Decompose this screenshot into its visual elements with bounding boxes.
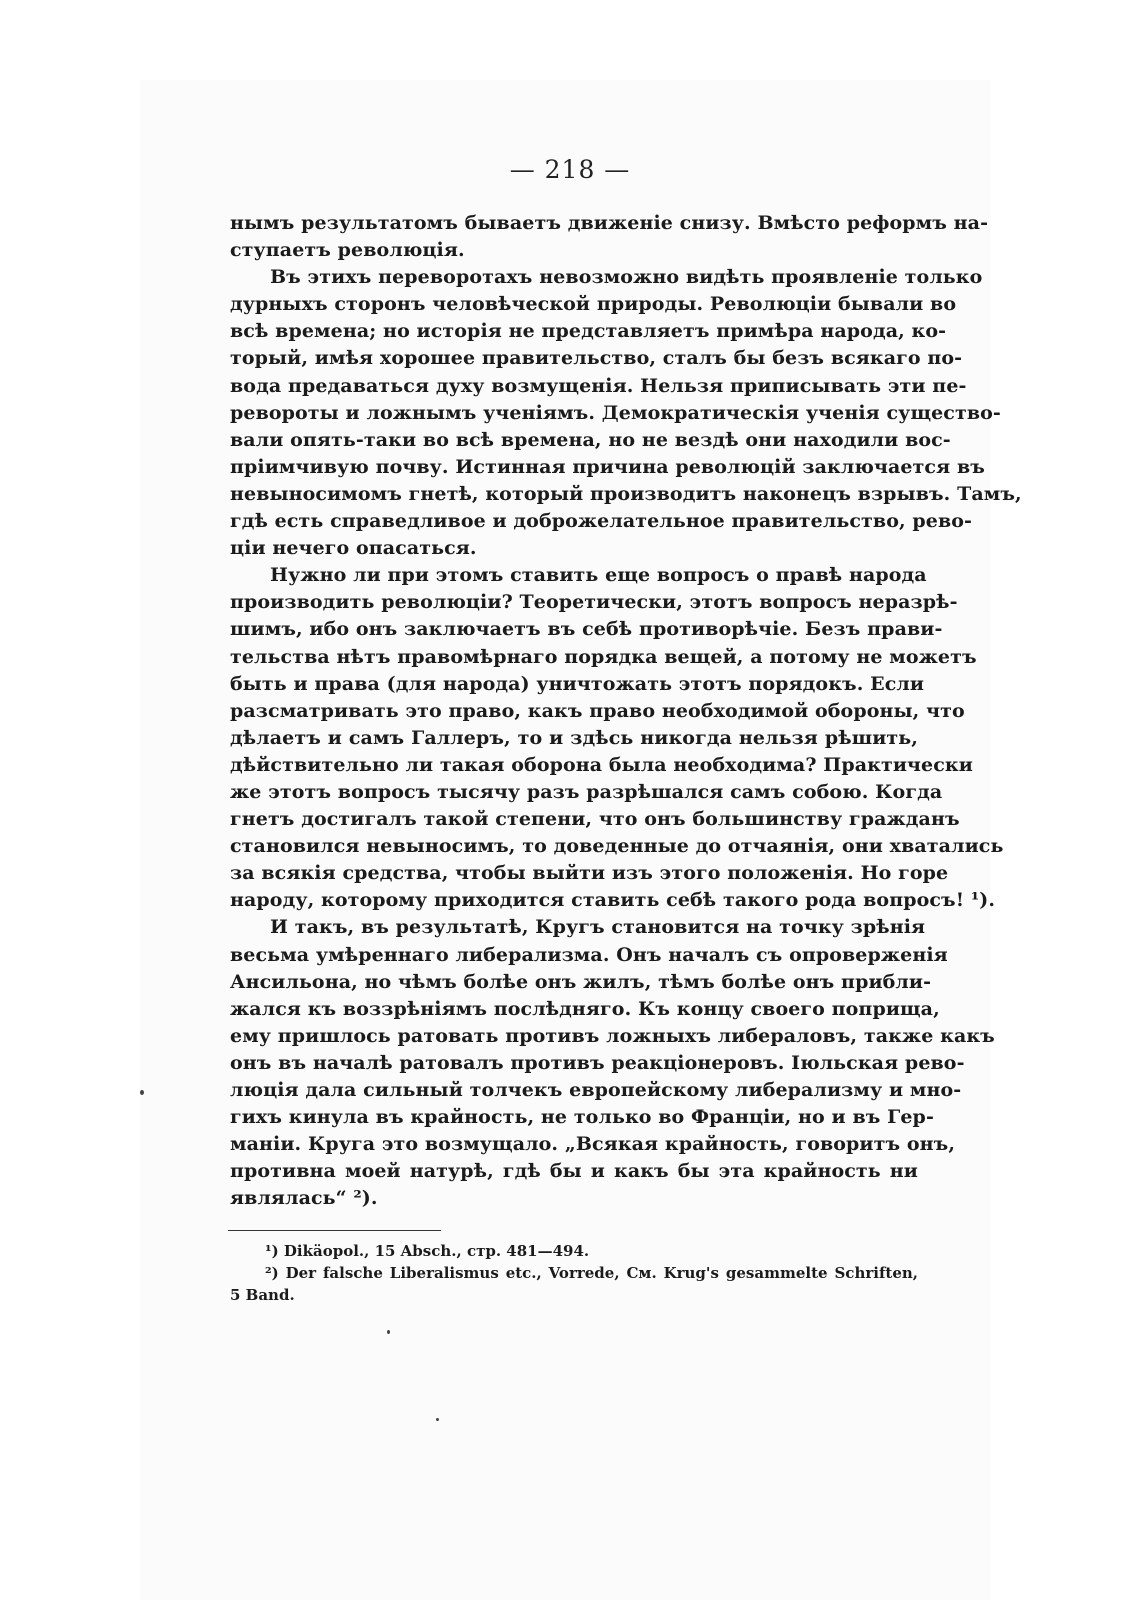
- body-line: быть и права (для народа) уничтожать этотъ порядокъ. Если: [230, 672, 925, 695]
- body-line: дѣлаетъ и самъ Галлеръ, то и здѣсь никогда нельзя рѣшить,: [230, 726, 918, 749]
- body-line: ему пришлось ратовать противъ ложныхъ либераловъ, также какъ: [230, 1024, 995, 1047]
- body-line: Въ этихъ переворотахъ невозможно видѣть проявленіе только: [270, 266, 983, 289]
- body-line: становился невыносимъ, то доведенные до отчаянія, они хватались: [230, 835, 1004, 858]
- body-line: всѣ времена; но исторія не представляетъ примѣра народа, ко-: [230, 320, 947, 343]
- body-line: дѣйствительно ли такая оборона была необходима? Практически: [230, 753, 973, 776]
- scan-speck: [387, 1330, 390, 1334]
- body-line: гдѣ есть справедливое и доброжелательное правительство, рево-: [230, 510, 973, 533]
- body-line: гихъ кинула въ крайность, не только во Франціи, но и въ Гер-: [230, 1106, 934, 1129]
- body-line: люція дала сильный толчекъ европейскому либерализму и мно-: [230, 1079, 962, 1101]
- body-line: шимъ, ибо онъ заключаетъ въ себѣ противорѣчіе. Безъ прави-: [230, 618, 943, 641]
- body-text: [230, 210, 1022, 1212]
- body-line: за всякія средства, чтобы выйти изъ этого положенія. Но горе: [230, 862, 949, 885]
- body-line: онъ въ началѣ ратовалъ противъ реакціонеровъ. Іюльская рево-: [230, 1051, 965, 1074]
- body-line: нымъ результатомъ бываетъ движеніе снизу. Вмѣсто реформъ на-: [230, 212, 989, 234]
- footnote-line: 5 Band.: [230, 1286, 295, 1304]
- body-line: противна моей натурѣ, гдѣ бы и какъ бы эта крайность ни: [230, 1160, 918, 1183]
- body-line: вода предаваться духу возмущенія. Нельзя приписывать эти пе-: [230, 374, 967, 397]
- body-line: маніи. Круга это возмущало. „Всякая крайность, говоритъ онъ,: [230, 1133, 956, 1156]
- footnote-divider: [228, 1230, 441, 1231]
- body-line: тельства нѣтъ правомѣрнаго порядка вещей, а потому не можетъ: [230, 645, 977, 668]
- body-line: пріимчивую почву. Истинная причина революцій заключается въ: [230, 455, 985, 478]
- body-line: невыносимомъ гнетѣ, который производитъ наконецъ взрывъ. Тамъ,: [230, 482, 1022, 505]
- body-line: ступаетъ революція.: [230, 239, 465, 262]
- body-line: производить революціи? Теоретически, этотъ вопросъ неразрѣ-: [230, 591, 958, 614]
- body-line: вали опять-таки во всѣ времена, но не вездѣ они находили вос-: [230, 428, 951, 451]
- body-line: Нужно ли при этомъ ставить еще вопросъ о правѣ народа: [270, 564, 927, 587]
- body-line: дурныхъ сторонъ человѣческой природы. Революціи бывали во: [230, 293, 957, 316]
- scan-speck: [140, 1090, 144, 1095]
- body-line: ціи нечего опасаться.: [230, 537, 477, 560]
- body-line: жался къ воззрѣніямъ послѣдняго. Къ концу своего поприща,: [230, 997, 940, 1020]
- body-line: И такъ, въ результатѣ, Кругъ становится на точку зрѣнія: [270, 916, 926, 939]
- footnotes: [230, 1240, 918, 1306]
- body-line: гнетъ достигалъ такой степени, что онъ большинству гражданъ: [230, 808, 960, 831]
- body-line: Ансильона, но чѣмъ болѣе онъ жилъ, тѣмъ болѣе онъ прибли-: [230, 970, 932, 993]
- body-line: торый, имѣя хорошее правительство, сталъ бы безъ всякаго по-: [230, 347, 963, 370]
- body-line: являлась“ ²).: [230, 1187, 378, 1210]
- body-line: народу, которому приходится ставить себѣ такого рода вопросъ! ¹).: [230, 889, 996, 912]
- body-line: весьма умѣреннаго либерализма. Онъ началъ съ опроверженія: [230, 943, 948, 966]
- body-line: ревороты и ложнымъ ученіямъ. Демократическія ученія существо-: [230, 401, 1001, 424]
- body-line: разсматривать это право, какъ право необходимой обороны, что: [230, 699, 965, 722]
- body-line: же этотъ вопросъ тысячу разъ разрѣшался самъ собою. Когда: [230, 780, 943, 803]
- page-number: — 218 —: [509, 155, 631, 184]
- footnote-line: ²) Der falsche Liberalismus etc., Vorrede, См. Krug's gesammelte Schriften,: [265, 1264, 918, 1282]
- footnote-line: ¹) Dikäopol., 15 Absch., стр. 481—494.: [265, 1242, 590, 1260]
- scan-speck: [436, 1418, 439, 1421]
